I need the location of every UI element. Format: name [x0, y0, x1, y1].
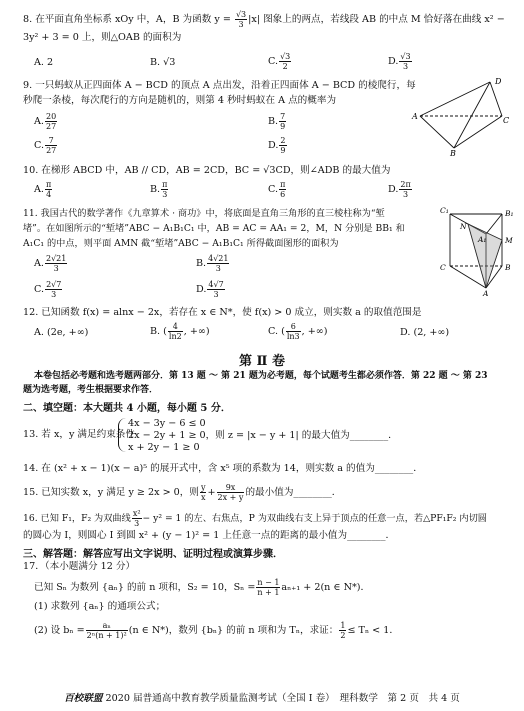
q11-option-b: B. $\frac{4√21}{3}$ — [196, 254, 229, 273]
section-answer-heading: 三、解答题：解答应写出文字说明、证明过程或演算步骤． — [23, 549, 283, 560]
q11-option-d: D. $\frac{4√7}{3}$ — [196, 280, 224, 299]
fig-label-c1: C₁ — [440, 206, 449, 215]
part2-title: 第 Ⅱ 卷 — [238, 354, 285, 369]
q16-line2: 的圆心为 I，则圆心 I 到圆 x² + (y − 1)² = 1 上任意一点的距离的最小值为________． — [23, 530, 396, 541]
q13-prefix: 13. 若 x，y 满足约束条件 — [23, 429, 135, 440]
q10-option-b: B. $\frac{\pi}{3}$ — [150, 180, 168, 199]
q8-option-a: A. 2 — [34, 57, 54, 68]
q10-option-d: D. $\frac{2\pi}{3}$ — [388, 180, 411, 199]
fig-label-b: B — [450, 149, 456, 158]
q14-line: 14. 在 (x² + x − 1)(x − a)⁵ 的展开式中，含 x⁵ 项的系数为 14，则实数 a 的值为________． — [23, 463, 423, 474]
q17-heading: 17．（本小题满分 12 分） — [23, 561, 136, 572]
fig-label-m: M — [505, 236, 513, 245]
q17-part1: (1) 求数列 {aₙ} 的通项公式； — [34, 601, 166, 612]
q11-line2: 堵”。在如图所示的“堑堵”ABC − A₁B₁C₁ 中，AB = AC = AA₁ = 2，M，N 分别是 BB₁ 和 — [23, 223, 405, 234]
fig-label-a: A — [412, 112, 418, 121]
q10-option-c: C. $\frac{\pi}{6}$ — [268, 180, 286, 199]
q15-line: 15. 已知实数 x，y 满足 y ≥ 2x > 0，则 $\frac{y}{x}$ + $\frac{9x}{2x + y}$ 的最小值为________． — [23, 483, 342, 502]
prism-figure — [440, 204, 518, 296]
q17-given: 已知 Sₙ 为数列 {aₙ} 的前 n 项和，S₂ = 10，Sₙ = $\frac{n - 1}{n + 1}$ aₙ₊₁ + 2(n ∈ N*)． — [34, 578, 371, 597]
q13-constraint-1: 4x − 3y − 6 ≤ 0 — [128, 418, 206, 429]
fig-label-a1: A₁ — [478, 235, 487, 244]
q10-line1: 10. 在梯形 ABCD 中，AB // CD，AB = 2CD，BC = √3CD，则∠ADB 的最大值为 — [23, 165, 391, 176]
section-fill-in-heading: 二、填空题：本大题共 4 小题，每小题 5 分． — [23, 403, 231, 414]
q11-line3: A₁C₁ 的中点，则平面 AMN 截“堑堵”ABC − A₁B₁C₁ 所得截面图形的面积为 — [23, 238, 339, 249]
brand-logo-text: 百校联盟 — [64, 693, 103, 704]
q9-option-c: C. $\frac{7}{27}$ — [34, 136, 57, 155]
q8-line2: 3y² + 3 = 0 上，则△OAB 的面积为 — [23, 32, 182, 43]
q13-constraint-2: 2x − 2y + 1 ≥ 0，则 z = |x − y + 1| 的最大值为________． — [128, 430, 398, 441]
q12-option-d: D. (2, +∞) — [400, 327, 450, 338]
q12-option-b: B. ( $\frac{4}{\ln 2}$ , +∞) — [150, 322, 210, 341]
q11-option-a: A. $\frac{2√21}{3}$ — [34, 254, 67, 273]
q12-option-c: C. ( $\frac{6}{\ln 3}$ , +∞) — [268, 322, 328, 341]
fig-label-b: B — [505, 263, 511, 272]
fig-label-n: N — [460, 222, 467, 231]
q11-line1: 11. 我国古代的数学著作《九章算术 · 商功》中，将底面是直角三角形的直三棱柱称为“堑 — [23, 208, 385, 219]
footer-text: 2020 届普通高中教育教学质量监测考试（全国 Ⅰ 卷） 理科数学 第 2 页 共 4 页 — [105, 693, 460, 704]
q9-option-a: A. $\frac{20}{27}$ — [34, 112, 57, 131]
part2-intro-line1: 本卷包括必考题和选考题两部分．第 13 题 ～ 第 21 题为必考题，每个试题考生都必须作答．第 22 题 ～ 第 23 — [34, 371, 488, 381]
q9-option-d: D. $\frac{2}{9}$ — [268, 136, 286, 155]
fig-label-c: C — [440, 263, 446, 272]
q12-line1: 12. 已知函数 f(x) = alnx − 2x，若存在 x ∈ N*，使 f(x) > 0 成立，则实数 a 的取值范围是 — [23, 307, 422, 318]
q9-line1: 9. 一只蚂蚁从正四面体 A − BCD 的顶点 A 点出发，沿着正四面体 A − BCD 的棱爬行，每 — [23, 80, 416, 91]
fig-label-c: C — [503, 116, 510, 125]
q13-constraint-3: x + 2y − 1 ≥ 0 — [128, 442, 200, 453]
q16-line1: 16. 已知 F₁，F₂ 为双曲线 $\frac{\text{x²}}{3}$ − y² = 1 的左、右焦点，P 为双曲线右支上异于顶点的任意一点，若△PF₁F₂ 内切圆 — [23, 509, 487, 528]
part2-intro-line2: 题为选考题，考生根据要求作答． — [23, 385, 159, 395]
q9-line2: 秒爬一条棱，每次爬行的方向是随机的，则第 4 秒时蚂蚁在 A 点的概率为 — [23, 95, 337, 106]
page-footer — [0, 690, 524, 704]
fig-label-d: D — [495, 77, 502, 86]
q11-option-c: C. $\frac{2√7}{3}$ — [34, 280, 62, 299]
q10-option-a: A. $\frac{\pi}{4}$ — [34, 180, 52, 199]
q8-line1: 8. 在平面直角坐标系 xOy 中，A，B 为函数 y = $\frac{√3}{3}$ |x| 图象上的两点，若线段 AB 的中点 M 恰好落在曲线 x² − — [23, 10, 505, 29]
q8-option-d: D. $\frac{√3}{3}$ — [388, 52, 411, 71]
q9-option-b: B. $\frac{7}{9}$ — [268, 112, 286, 131]
q8-option-c: C. $\frac{√3}{2}$ — [268, 52, 291, 71]
q12-option-a: A. (2e, +∞) — [34, 327, 89, 338]
tetrahedron-figure — [412, 76, 508, 156]
q8-option-b: B. √3 — [150, 57, 176, 68]
fig-label-a: A — [483, 289, 489, 298]
fig-label-b1: B₁ — [505, 209, 514, 218]
q17-part2: (2) 设 bₙ = $\frac{\text{aₙ}}{\text{2ⁿ(n + 1)²}}$ (n ∈ N*)，数列 {bₙ} 的前 n 项和为 Tₙ，求证： $\frac{1}{2}$ ≤ Tₙ < 1． — [34, 621, 399, 640]
